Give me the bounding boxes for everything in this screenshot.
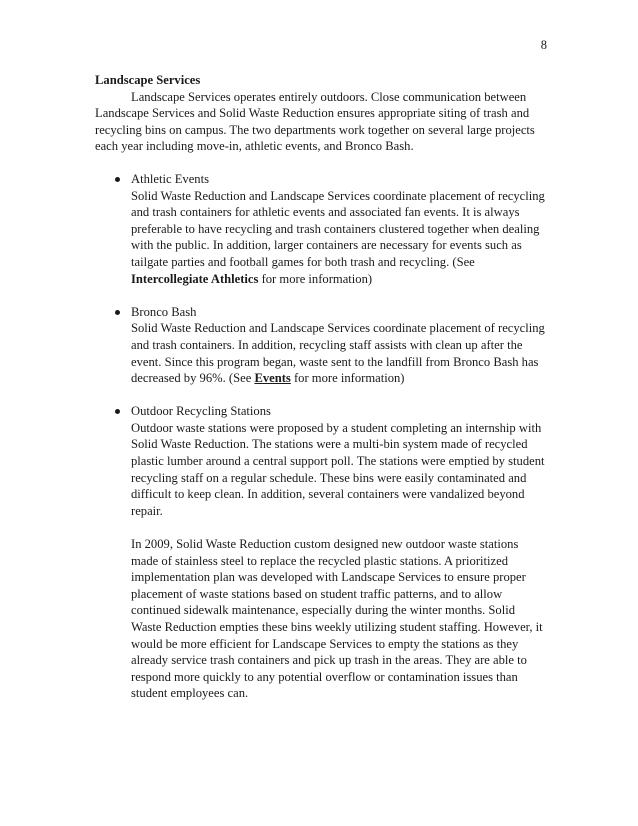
item-body-paragraph-2: In 2009, Solid Waste Reduction custom designed new outdoor waste stations made of stainless steel to replace the recycled plastic stations. A prioritized implementation plan was developed with Landscape Services to ensure proper placement of waste stations based on student traffic patterns, and to allow continued sidewalk maintenance, especially during the winter months. Solid Waste Reduction empties these bins weekly utilizing student staffing. However, it would be more efficient for Landscape Services to empty the stations as they already service trash containers and pick up trash in the areas. They are able to respond more quickly to any potential overflow or contamination issues than student employees can. xyxy=(131,537,543,701)
list-item-bronco-bash xyxy=(95,304,547,387)
link-events[interactable]: Events xyxy=(254,371,291,386)
item-body-text-end: for more information) xyxy=(258,271,373,286)
section-intro: Landscape Services operates entirely outdoors. Close communication between Landscape Services and Solid Waste Reduction ensures appropriate siting of trash and recycling bins on campus. The two departments work together on several large projects each year including move-in, athletic events, and Bronco Bash. xyxy=(95,89,535,154)
bullet-icon xyxy=(115,177,120,182)
item-body-text-end: for more information) xyxy=(290,371,405,386)
item-body: Outdoor waste stations were proposed by a student completing an internship with Solid Waste Reduction. The stations were a multi-bin system made of recycled plastic lumber around a central support poll. The stations were emptied by student recycling staff on a regular schedule. These bins were easily contaminated and difficult to keep clean. In addition, several containers were vandalized beyond repair. xyxy=(131,420,545,518)
item-body xyxy=(131,188,547,288)
bullet-icon xyxy=(115,310,120,315)
reference-intercollegiate-athletics: Intercollegiate Athletics xyxy=(131,271,259,286)
list-item-outdoor-recycling-stations xyxy=(95,403,547,702)
item-title: Outdoor Recycling Stations xyxy=(131,404,271,419)
list-item-athletic-events xyxy=(95,171,547,287)
item-body xyxy=(131,320,547,386)
page-number: 8 xyxy=(540,38,547,52)
item-body-text: Solid Waste Reduction and Landscape Services coordinate placement of recycling and trash containers for athletic events and associated fan events. It is always preferable to have recycling and trash containers clustered together when dealing with the public. In addition, larger containers are necessary for events such as tailgate parties and football games for both trash and recycling. (See xyxy=(131,188,545,269)
item-body-text: Solid Waste Reduction and Landscape Services coordinate placement of recycling and trash containers. In addition, recycling staff assists with clean up after the event. Since this program began, waste sent to the landfill from Bronco Bash has decreased by 96%. (See xyxy=(131,321,545,386)
section-title: Landscape Services xyxy=(95,73,201,87)
item-title: Bronco Bash xyxy=(131,304,197,319)
item-title: Athletic Events xyxy=(131,171,209,186)
bullet-list xyxy=(95,171,547,702)
content xyxy=(95,72,547,719)
bullet-icon xyxy=(115,409,120,414)
